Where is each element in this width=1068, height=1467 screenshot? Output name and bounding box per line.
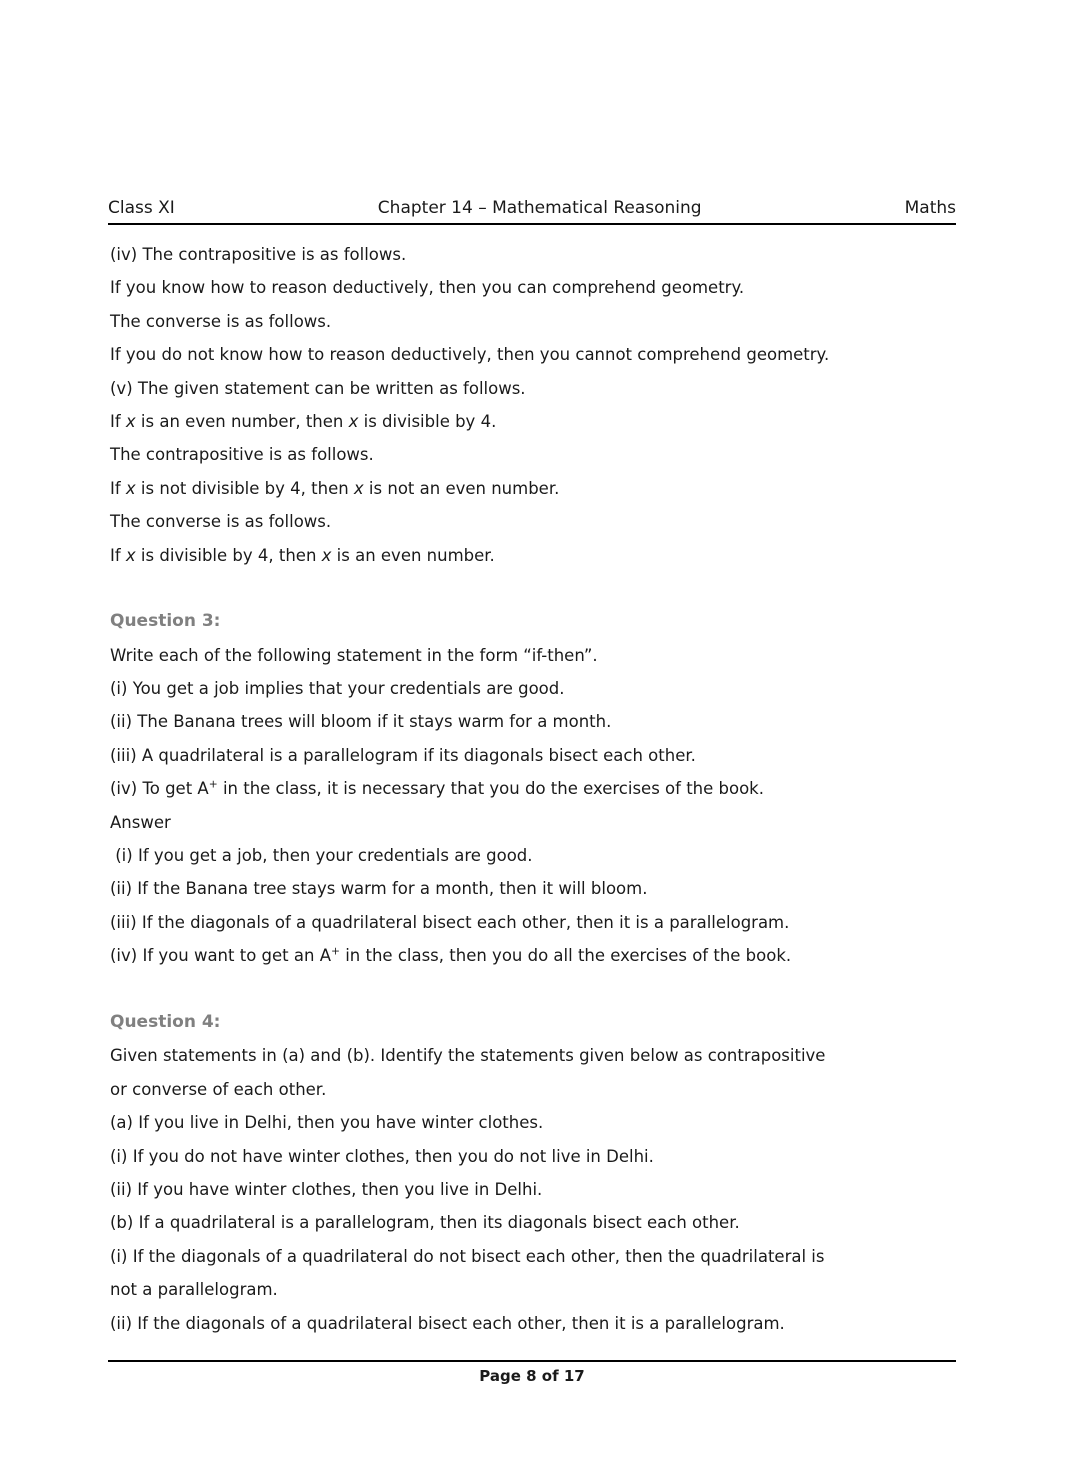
blank-line: [110, 572, 958, 605]
italic-text: x: [353, 478, 364, 498]
text-segment: or converse of each other.: [110, 1079, 327, 1099]
text-segment: Question 4:: [110, 1011, 221, 1032]
text-segment: The converse is as follows.: [110, 512, 332, 532]
text-line: [110, 372, 958, 405]
question-heading: [110, 605, 958, 638]
text-segment: If: [110, 411, 126, 431]
text-segment: (ii) The Banana trees will bloom if it stays warm for a month.: [110, 712, 612, 732]
text-segment: (i) If the diagonals of a quadrilateral do not bisect each other, then the quadrilateral is: [110, 1246, 825, 1266]
text-segment: The contrapositive is as follows.: [110, 445, 374, 465]
text-line: [110, 238, 958, 271]
question-heading: [110, 1006, 958, 1039]
text-line: [110, 939, 958, 972]
text-line: [110, 438, 958, 471]
text-segment: (ii) If you have winter clothes, then you live in Delhi.: [110, 1179, 543, 1199]
italic-text: x: [125, 545, 136, 565]
document-body: [110, 238, 958, 1340]
text-line: [110, 1240, 958, 1273]
sup-text: +: [208, 777, 218, 791]
text-line: [110, 539, 958, 572]
text-segment: (a) If you live in Delhi, then you have winter clothes.: [110, 1113, 544, 1133]
text-line: [110, 1173, 958, 1206]
page-number-indicator: Page 8 of 17: [479, 1367, 585, 1385]
text-segment: (b) If a quadrilateral is a parallelogram, then its diagonals bisect each other.: [110, 1213, 740, 1233]
sup-text: +: [330, 944, 340, 958]
text-line: [110, 739, 958, 772]
text-line: [110, 1039, 958, 1072]
text-segment: Given statements in (a) and (b). Identify the statements given below as contrapositive: [110, 1046, 826, 1066]
text-segment: in the class, then you do all the exercises of the book.: [339, 946, 792, 966]
text-segment: (i) If you get a job, then your credentials are good.: [110, 846, 533, 866]
text-segment: (iv) To get A: [110, 779, 209, 799]
text-line: [110, 839, 958, 872]
text-segment: is an even number, then: [135, 411, 349, 431]
header-chapter-title: Chapter 14 – Mathematical Reasoning: [377, 198, 702, 218]
text-segment: If: [110, 478, 126, 498]
text-line: [110, 1206, 958, 1239]
text-segment: Question 3:: [110, 611, 221, 632]
text-line: [110, 1106, 958, 1139]
text-line: [110, 1140, 958, 1173]
text-line: [110, 338, 958, 371]
text-segment: If you do not know how to reason deductively, then you cannot comprehend geometry.: [110, 345, 830, 365]
text-segment: is divisible by 4.: [358, 411, 497, 431]
text-segment: If: [110, 545, 126, 565]
text-segment: (iv) The contrapositive is as follows.: [110, 245, 407, 264]
text-line: [110, 472, 958, 505]
italic-text: x: [125, 478, 136, 498]
page-header: [108, 198, 956, 225]
text-line: [110, 1307, 958, 1340]
text-segment: (ii) If the diagonals of a quadrilateral bisect each other, then it is a parallelogram.: [110, 1313, 785, 1333]
text-segment: Answer: [110, 812, 171, 832]
italic-text: x: [348, 411, 359, 431]
text-segment: Write each of the following statement in the form “if-then”.: [110, 645, 598, 665]
text-line: [110, 806, 958, 839]
text-segment: The converse is as follows.: [110, 311, 332, 331]
text-segment: (v) The given statement can be written as follows.: [110, 378, 526, 398]
text-line: [110, 1073, 958, 1106]
text-line: [110, 772, 958, 805]
header-class-label: Class XI: [108, 198, 175, 218]
text-segment: (i) If you do not have winter clothes, then you do not live in Delhi.: [110, 1146, 654, 1166]
text-line: [110, 906, 958, 939]
text-line: [110, 672, 958, 705]
text-line: [110, 405, 958, 438]
text-segment: (iv) If you want to get an A: [110, 946, 331, 966]
text-segment: (i) You get a job implies that your credentials are good.: [110, 679, 565, 699]
text-line: [110, 1273, 958, 1306]
text-segment: is an even number.: [331, 545, 495, 565]
text-line: [110, 505, 958, 538]
text-segment: is not an even number.: [363, 478, 560, 498]
page-footer: [108, 1360, 956, 1385]
text-segment: in the class, it is necessary that you do the exercises of the book.: [217, 779, 764, 799]
italic-text: x: [321, 545, 332, 565]
text-segment: is not divisible by 4, then: [135, 478, 354, 498]
blank-line: [110, 973, 958, 1006]
text-line: [110, 705, 958, 738]
text-line: [110, 305, 958, 338]
text-segment: (iii) A quadrilateral is a parallelogram if its diagonals bisect each other.: [110, 745, 696, 765]
text-segment: (iii) If the diagonals of a quadrilateral bisect each other, then it is a parallelogram.: [110, 912, 790, 932]
text-line: [110, 872, 958, 905]
text-segment: If you know how to reason deductively, then you can comprehend geometry.: [110, 278, 745, 298]
italic-text: x: [125, 411, 136, 431]
text-line: [110, 271, 958, 304]
text-segment: not a parallelogram.: [110, 1280, 278, 1300]
text-segment: (ii) If the Banana tree stays warm for a month, then it will bloom.: [110, 879, 648, 899]
text-segment: is divisible by 4, then: [135, 545, 322, 565]
text-line: [110, 639, 958, 672]
header-subject-label: Maths: [904, 198, 956, 218]
